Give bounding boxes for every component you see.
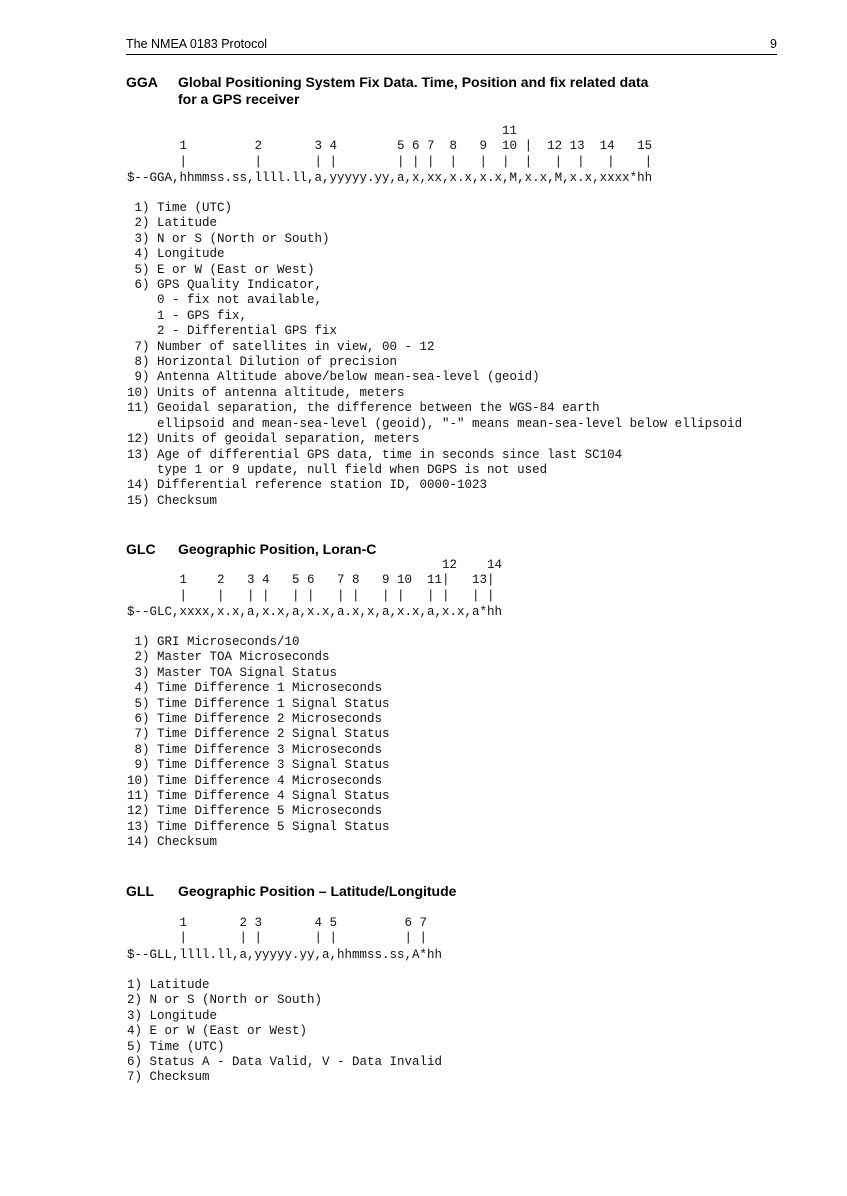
list-item: 15) Checksum [127, 493, 218, 508]
list-item: 10) Units of antenna altitude, meters [127, 385, 405, 400]
list-item: 6) Status A - Data Valid, V - Data Invalid [127, 1055, 443, 1070]
list-item: 2) Master TOA Microseconds [127, 650, 330, 665]
list-item: 5) Time Difference 1 Signal Status [127, 696, 390, 711]
list-item: 1) GRI Microseconds/10 [127, 635, 300, 649]
list-item: 4) E or W (East or West) [127, 1024, 308, 1039]
list-item: 2) Latitude [127, 216, 218, 231]
list-item: 9) Time Difference 3 Signal Status [127, 758, 390, 773]
ruler-line: | | | | | | | | | | | | | | | [127, 154, 653, 169]
sentence-title: Geographic Position, Loran-C [178, 541, 377, 557]
ruler-line: 1 2 3 4 5 6 7 8 9 10 | 12 13 14 15 [127, 139, 653, 154]
list-item: 11) Time Difference 4 Signal Status [127, 789, 390, 804]
list-item: 3) Longitude [127, 1008, 218, 1023]
gll-field-ruler [127, 916, 427, 947]
gga-field-ruler [127, 124, 652, 170]
list-item: 3) N or S (North or South) [127, 231, 330, 246]
list-item: 11) Geoidal separation, the difference between the WGS-84 earth [127, 401, 600, 416]
list-item: 2 - Differential GPS fix [127, 324, 338, 339]
glc-sentence-format: $--GLC,xxxx,x.x,a,x.x,a,x.x,a.x,x,a,x.x,a,x.x,a*hh [127, 605, 503, 619]
ruler-line: 1 2 3 4 5 6 7 8 9 10 11| 13| [127, 573, 495, 588]
ruler-line: 11 [127, 124, 518, 138]
sentence-title: Geographic Position – Latitude/Longitude [178, 883, 457, 899]
sentence-title-line-2: for a GPS receiver [178, 91, 300, 107]
ruler-line: | | | | | | | [127, 931, 428, 946]
list-item: 4) Time Difference 1 Microseconds [127, 681, 383, 696]
page-number: 9 [770, 37, 777, 51]
gga-section-heading [126, 74, 766, 110]
ruler-line: 12 14 [127, 558, 503, 572]
list-item: 6) GPS Quality Indicator, [127, 278, 323, 293]
list-item: 5) E or W (East or West) [127, 262, 315, 277]
sentence-title-line-1: Global Positioning System Fix Data. Time, Position and fix related data [178, 74, 649, 90]
list-item: 4) Longitude [127, 247, 225, 262]
list-item: 0 - fix not available, [127, 293, 323, 308]
gga-field-list [127, 201, 742, 509]
sentence-code: GLC [126, 541, 156, 557]
list-item: 2) N or S (North or South) [127, 993, 323, 1008]
list-item: 5) Time (UTC) [127, 1039, 225, 1054]
list-item: 12) Units of geoidal separation, meters [127, 432, 420, 447]
list-item: 8) Horizontal Dilution of precision [127, 355, 398, 370]
glc-section-heading [126, 541, 766, 559]
list-item: 12) Time Difference 5 Microseconds [127, 804, 383, 819]
list-item: 13) Age of differential GPS data, time in seconds since last SC104 [127, 447, 623, 462]
sentence-code: GLL [126, 883, 154, 899]
list-item: 3) Master TOA Signal Status [127, 665, 338, 680]
glc-field-list [127, 635, 390, 851]
list-item: 10) Time Difference 4 Microseconds [127, 773, 383, 788]
list-item: 7) Time Difference 2 Signal Status [127, 727, 390, 742]
gll-section-heading [126, 883, 766, 901]
list-item: 13) Time Difference 5 Signal Status [127, 819, 390, 834]
sentence-code: GGA [126, 74, 158, 90]
list-item: 7) Number of satellites in view, 00 - 12 [127, 339, 435, 354]
list-item: 9) Antenna Altitude above/below mean-sea-level (geoid) [127, 370, 540, 385]
list-item: 1) Latitude [127, 978, 210, 992]
gll-sentence-format: $--GLL,llll.ll,a,yyyyy.yy,a,hhmmss.ss,A*hh [127, 948, 443, 962]
list-item: 8) Time Difference 3 Microseconds [127, 742, 383, 757]
document-title: The NMEA 0183 Protocol [126, 37, 268, 51]
gga-sentence-format: $--GGA,hhmmss.ss,llll.ll,a,yyyyy.yy,a,x,xx,x.x,x.x,M,x.x,M,x.x,xxxx*hh [127, 171, 653, 185]
list-item: 14) Differential reference station ID, 0000-1023 [127, 478, 488, 493]
list-item: type 1 or 9 update, null field when DGPS is not used [127, 462, 548, 477]
gll-field-list [127, 978, 442, 1086]
list-item: ellipsoid and mean-sea-level (geoid), "-" means mean-sea-level below ellipsoid [127, 416, 743, 431]
ruler-line: | | | | | | | | | | | | | | [127, 588, 495, 603]
page-header [126, 36, 777, 55]
list-item: 14) Checksum [127, 835, 218, 850]
list-item: 6) Time Difference 2 Microseconds [127, 712, 383, 727]
list-item: 1) Time (UTC) [127, 201, 233, 215]
glc-field-ruler [127, 558, 502, 604]
ruler-line: 1 2 3 4 5 6 7 [127, 916, 428, 930]
list-item: 7) Checksum [127, 1070, 210, 1085]
list-item: 1 - GPS fix, [127, 308, 248, 323]
